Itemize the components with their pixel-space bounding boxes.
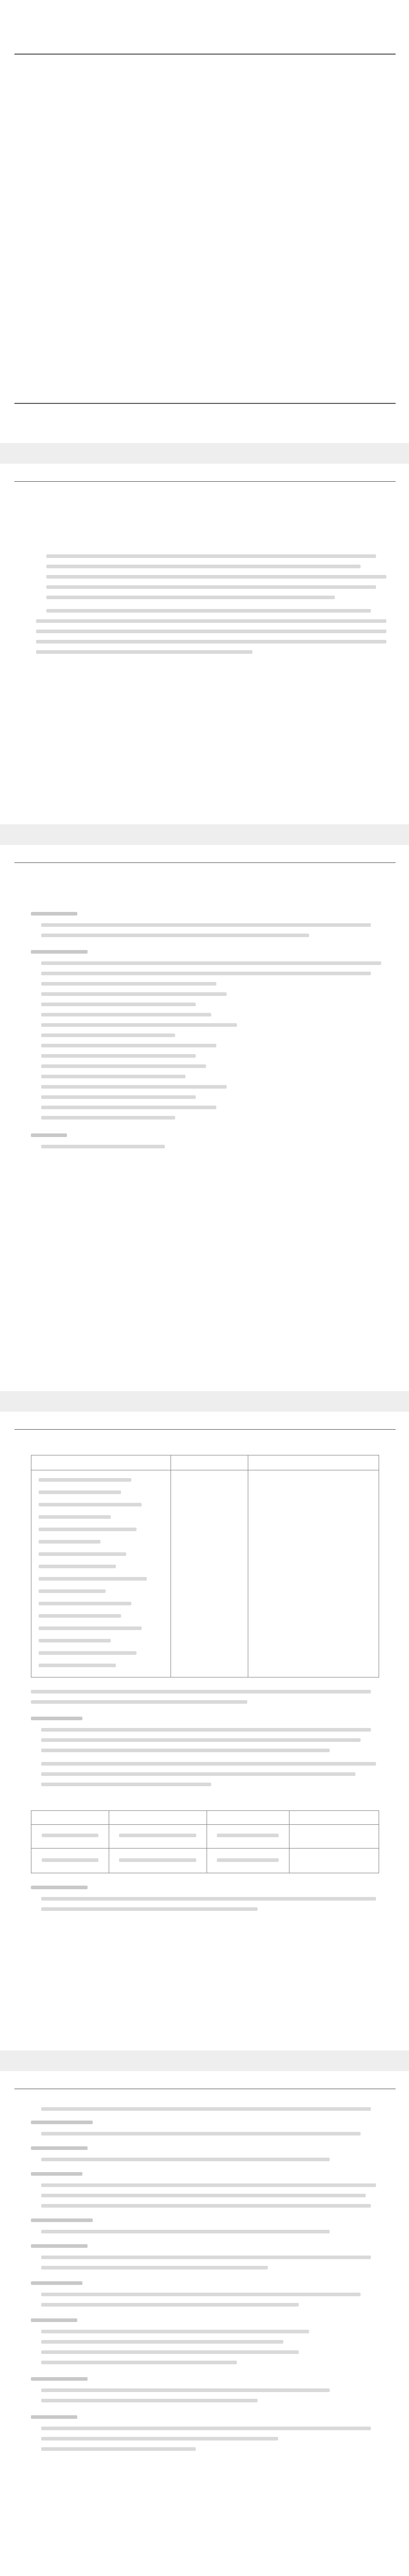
cover-page (0, 0, 409, 443)
requirements-table (31, 1455, 379, 1677)
requirements-page (0, 1412, 409, 2050)
cover-rule-bottom (14, 403, 396, 404)
page-header-rule (14, 1429, 396, 1430)
page-header-rule (14, 862, 396, 863)
page-header-rule (14, 481, 396, 482)
inspection-page (0, 2071, 409, 2576)
foreword-page (0, 464, 409, 824)
test-conditions-table (31, 1810, 379, 1873)
cover-rule-top (14, 54, 396, 55)
body-page (0, 845, 409, 1391)
